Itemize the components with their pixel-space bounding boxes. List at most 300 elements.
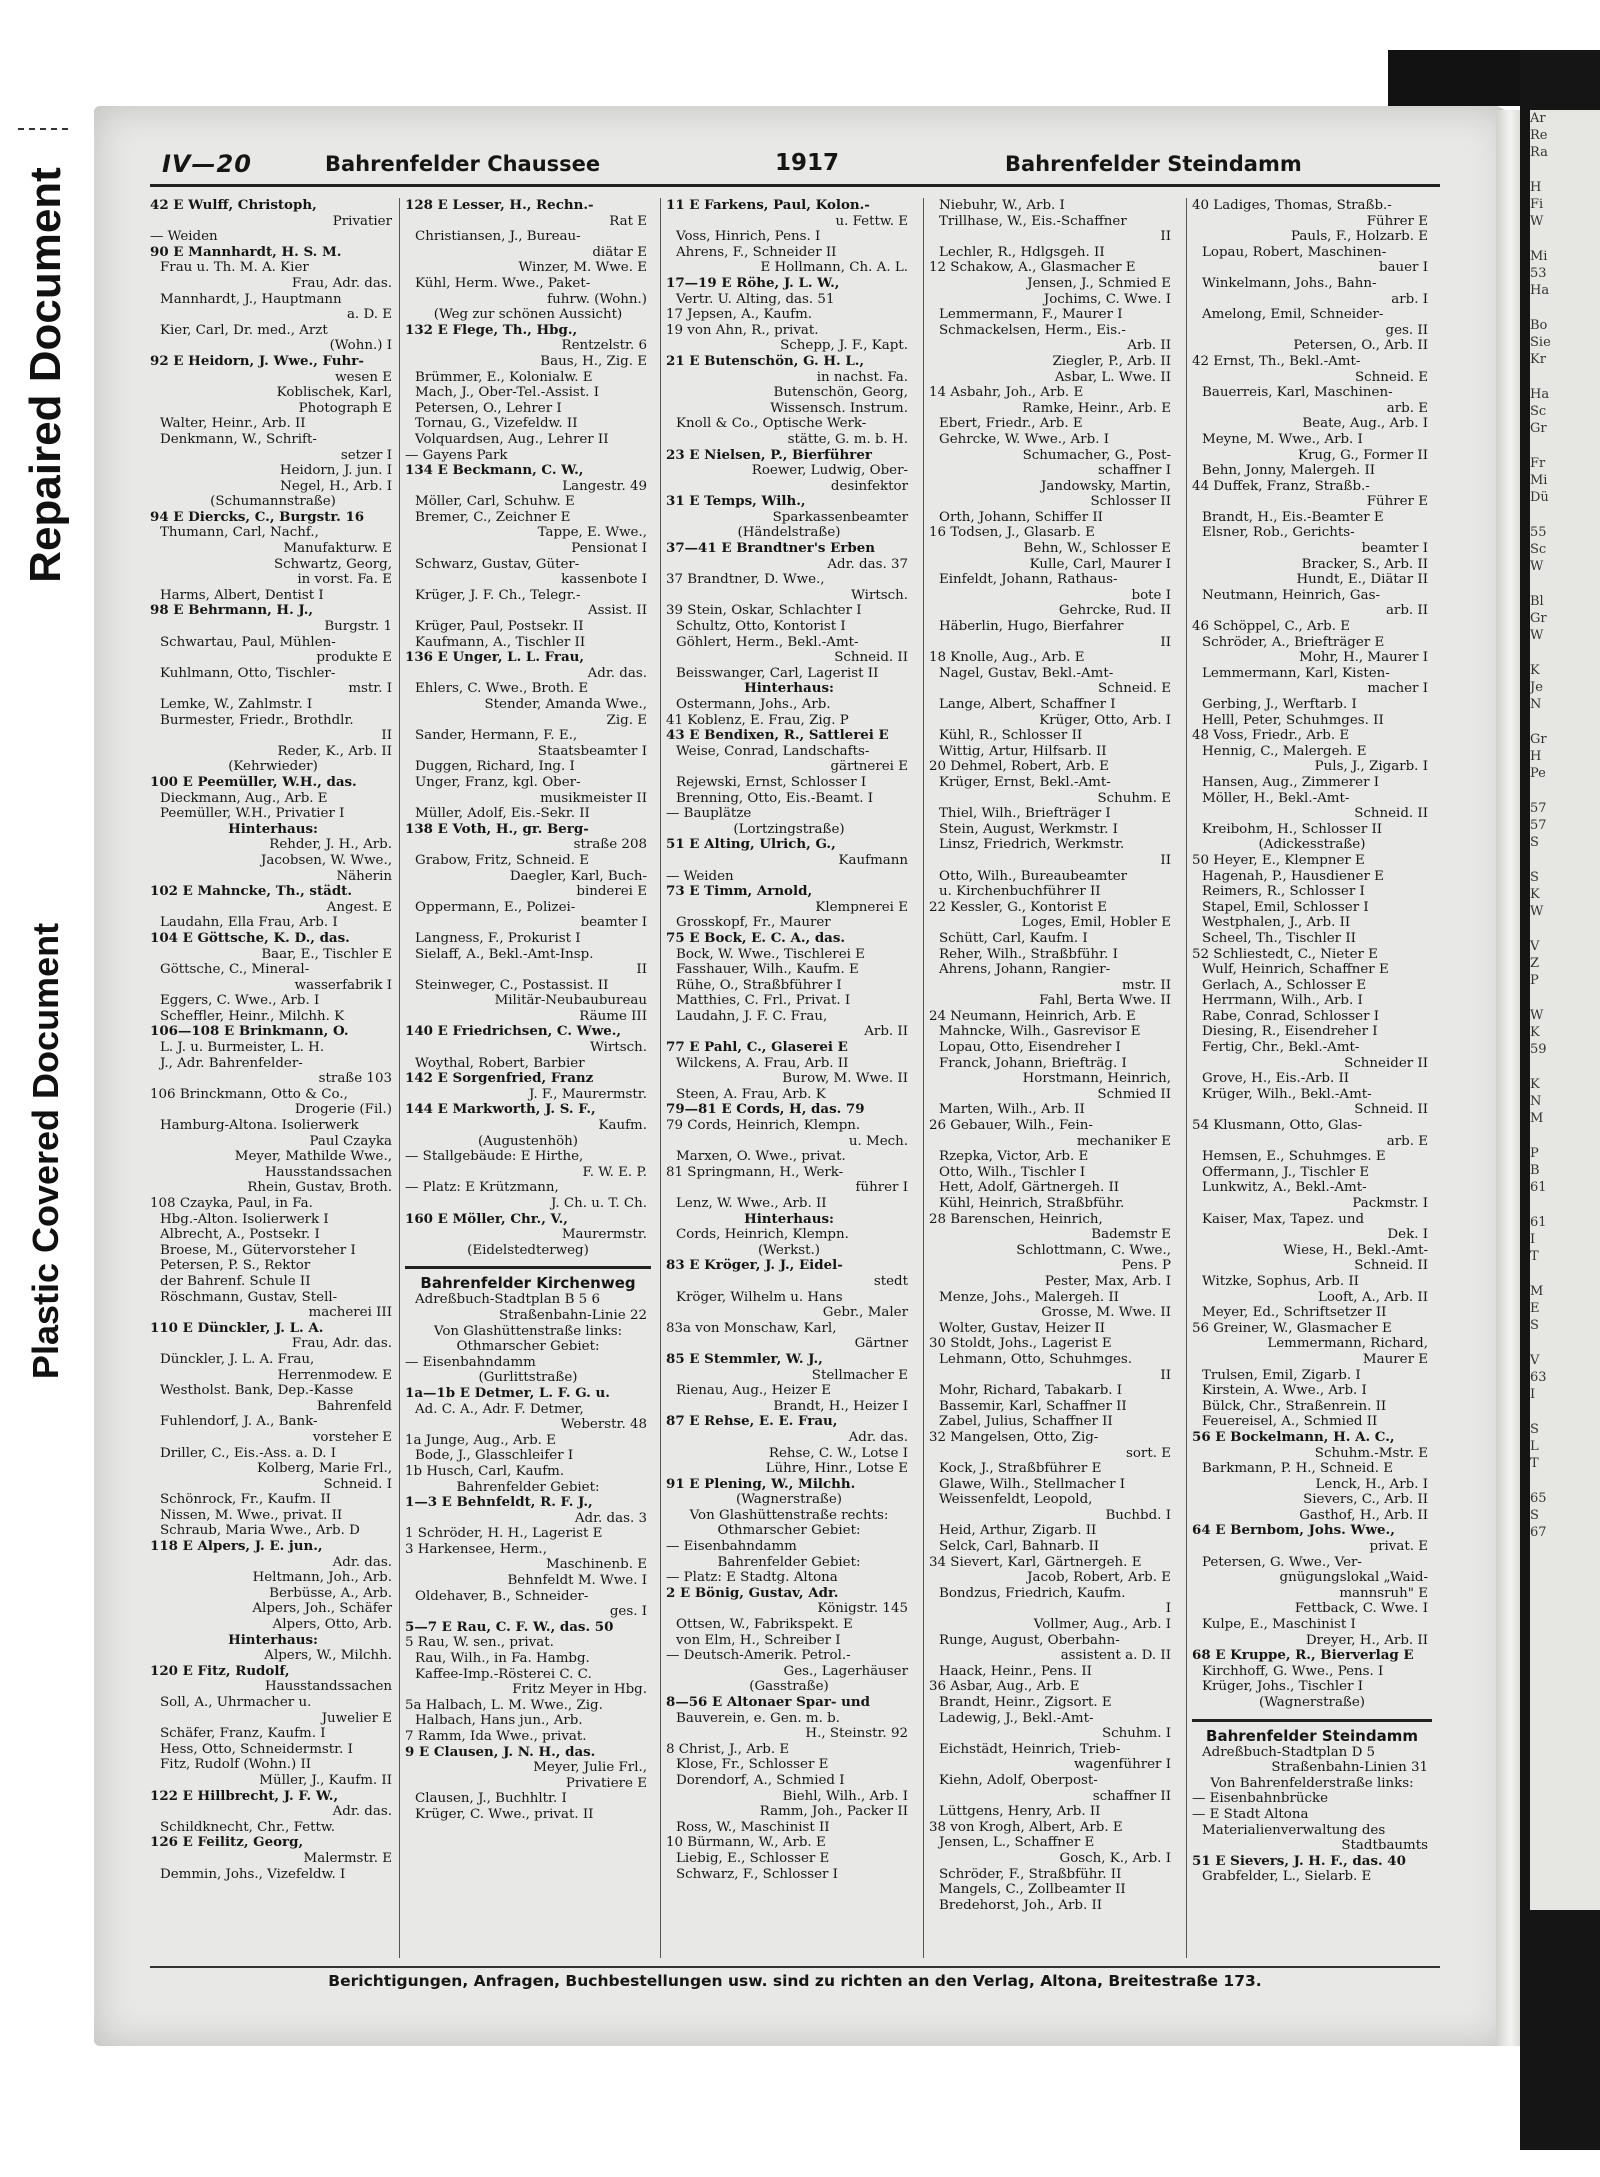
next-page-fragment-line: Ha [1530, 387, 1550, 402]
directory-line: Fahl, Berta Wwe. II [1039, 993, 1171, 1009]
directory-line: der Bahrenf. Schule II [160, 1273, 311, 1289]
directory-column-3 [660, 198, 912, 1958]
next-page-fragment-line: Ra [1530, 145, 1548, 160]
directory-line: Kock, J., Straßbführer E [939, 1461, 1102, 1477]
directory-line: Adreßbuch-Stadtplan D 5 [1202, 1744, 1376, 1760]
directory-line: Gärtner [854, 1336, 908, 1352]
directory-line: II [381, 728, 392, 744]
directory-line: Schuhm. E [1097, 790, 1171, 806]
directory-line: 68 E Kruppe, R., Bierverlag E [1192, 1648, 1414, 1664]
directory-line: Othmarscher Gebiet: [456, 1339, 600, 1355]
directory-line: Behn, Jonny, Malergeh. II [1202, 463, 1376, 479]
next-page-fragment-line: 65 [1530, 1491, 1547, 1506]
directory-line: Juwelier E [321, 1710, 392, 1726]
directory-line: Kreibohm, H., Schlosser II [1202, 821, 1383, 837]
directory-line: 75 E Bock, E. C. A., das. [666, 930, 846, 946]
directory-line: Niebuhr, W., Arb. I [939, 198, 1065, 213]
directory-line: Brenning, Otto, Eis.-Beamt. I [676, 790, 874, 806]
directory-line: 51 E Sievers, J. H. F., das. 40 [1192, 1853, 1406, 1869]
directory-line: Dünckler, J. L. A. Frau, [160, 1351, 315, 1367]
directory-line: Meyer, Mathilde Wwe., [234, 1149, 392, 1165]
directory-line: Alpers, W., Milchh. [264, 1648, 392, 1664]
next-page-fragment-line: P [1530, 973, 1539, 988]
directory-line: Arb. II [864, 1024, 908, 1040]
directory-line: Steinweger, C., Postassist. II [415, 977, 609, 993]
directory-line: Lopau, Otto, Eisendreher I [939, 1040, 1121, 1056]
directory-line: Kaufm. [598, 1118, 647, 1134]
directory-line: (Weg zur schönen Aussicht) [433, 307, 623, 323]
directory-line: Meyer, Ed., Schriftsetzer II [1202, 1305, 1387, 1321]
next-page-fragment-line: 57 [1530, 801, 1547, 816]
next-page-fragment-line: K [1530, 887, 1540, 902]
directory-line: Gebr., Maler [822, 1305, 908, 1321]
directory-line: 132 E Flege, Th., Hbg., [405, 322, 578, 338]
directory-line: Beate, Aug., Arb. I [1302, 416, 1428, 432]
directory-line: I [1165, 1601, 1171, 1617]
directory-line: 118 E Alpers, J. E. jun., [150, 1539, 323, 1555]
directory-line: 14 Asbahr, Joh., Arb. E [929, 385, 1084, 401]
directory-line: Soll, A., Uhrmacher u. [160, 1695, 312, 1710]
directory-line: 31 E Temps, Wilh., [666, 494, 806, 510]
directory-line: Dorendorf, A., Schmied I [676, 1772, 845, 1788]
repaired-document-label: Repaired Document [21, 167, 70, 583]
directory-line: Mangels, C., Zollbeamter II [939, 1882, 1126, 1898]
directory-line: Schepp, J. F., Kapt. [780, 338, 908, 354]
directory-line: in vorst. Fa. E [297, 572, 392, 588]
directory-line: Petersen, P. S., Rektor [160, 1258, 311, 1274]
directory-line: Ramke, Heinr., Arb. E [1022, 400, 1171, 416]
directory-line: Fuhlendorf, J. A., Bank- [160, 1414, 318, 1430]
directory-line: Staatsbeamter I [537, 743, 647, 759]
next-page-fragment-line: H [1530, 180, 1542, 195]
directory-line: macherei III [308, 1305, 392, 1321]
directory-line: Franck, Johann, Briefträg. I [939, 1055, 1127, 1071]
directory-line: J., Adr. Bahrenfelder- [160, 1055, 303, 1071]
directory-line: Rat E [609, 213, 647, 229]
strip-dash-rule [18, 128, 68, 134]
directory-line: Ostermann, Johs., Arb. [676, 697, 831, 712]
directory-line: Wittig, Artur, Hilfsarb. II [939, 743, 1107, 759]
directory-line: desinfektor [830, 478, 908, 494]
header-year: 1917 [775, 150, 840, 176]
directory-line: Behn, W., Schlosser E [1023, 541, 1171, 557]
directory-line: Lemmermann, F., Maurer I [939, 307, 1123, 323]
directory-line: Behnfeldt M. Wwe. I [507, 1573, 647, 1589]
directory-line: 83a von Monschaw, Karl, [666, 1320, 837, 1336]
directory-line: (Adickesstraße) [1258, 837, 1366, 853]
directory-line: Peemüller, W.H., Privatier I [160, 806, 345, 822]
directory-line: II [1160, 634, 1171, 650]
next-page-fragment-line: T [1530, 1456, 1539, 1471]
directory-line: 16 Todsen, J., Glasarb. E [929, 525, 1095, 541]
next-page-fragment-line: W [1530, 628, 1544, 643]
directory-line: Laudahn, J. F. C. Frau, [676, 1008, 828, 1024]
directory-line: Materialienverwaltung des [1202, 1822, 1386, 1838]
directory-line: Schuhm.-Mstr. E [1314, 1445, 1428, 1461]
directory-line: Schneid. E [1355, 369, 1428, 385]
directory-line: 90 E Mannhardt, H. S. M. [150, 244, 342, 260]
directory-line: Harms, Albert, Dentist I [160, 587, 324, 603]
next-page-fragment-line: V [1530, 939, 1540, 954]
directory-line: Lenck, H., Arb. I [1315, 1476, 1428, 1492]
directory-line: Stapel, Emil, Schlosser I [1202, 899, 1369, 915]
directory-line: Helll, Peter, Schuhmges. II [1202, 712, 1384, 728]
directory-line: Hundt, E., Diätar II [1296, 572, 1428, 588]
directory-line: Cords, Heinrich, Klempn. [676, 1227, 849, 1243]
next-page-fragment-line: S [1530, 1508, 1539, 1523]
directory-line: Voss, Hinrich, Pens. I [676, 229, 821, 245]
next-page-fragment-line: S [1530, 870, 1539, 885]
directory-line: straße 208 [573, 837, 647, 853]
directory-line: Krüger, Ernst, Bekl.-Amt- [939, 774, 1111, 790]
directory-line: Rühe, O., Straßbführer I [676, 977, 842, 993]
directory-line: 19 von Ahn, R., privat. [666, 322, 819, 338]
directory-line: Zabel, Julius, Schaffner II [939, 1414, 1113, 1430]
directory-line: Herrenmodew. E [277, 1367, 392, 1383]
directory-line: Dieckmann, Aug., Arb. E [160, 790, 328, 806]
directory-line: 8 Christ, J., Arb. E [666, 1741, 790, 1757]
directory-line: Gerbing, J., Werftarb. I [1202, 697, 1357, 712]
next-page-fragment-line: Sc [1530, 404, 1547, 419]
directory-line: Schildknecht, Chr., Fettw. [160, 1819, 336, 1835]
directory-line: 39 Stein, Oskar, Schlachter I [666, 603, 862, 619]
directory-line: Stein, August, Werkmstr. I [939, 821, 1118, 837]
directory-line: Mannhardt, J., Hauptmann [160, 291, 342, 307]
directory-line: binderei E [576, 884, 647, 900]
directory-line: Assist. II [587, 603, 647, 619]
page-footer: Berichtigungen, Anfragen, Buchbestellungen usw. sind zu richten an den Verlag, Altona, Breitestraße 173. [150, 1966, 1440, 1990]
directory-line: Führer E [1366, 213, 1428, 229]
directory-line: Bondzus, Friedrich, Kaufm. [939, 1585, 1126, 1601]
directory-line: Kulpe, E., Maschinist I [1202, 1617, 1356, 1633]
directory-line: Lenz, W. Wwe., Arb. II [676, 1196, 827, 1211]
directory-line: Hbg.-Alton. Isolierwerk I [160, 1211, 329, 1227]
directory-line: Rau, Wilh., in Fa. Hambg. [415, 1651, 590, 1667]
directory-line: u. Kirchenbuchführer II [939, 884, 1101, 900]
directory-line: Pens. P [1121, 1258, 1171, 1274]
directory-line: 46 Schöppel, C., Arb. E [1192, 619, 1350, 635]
directory-line: Adr. das. [587, 665, 647, 681]
directory-line: Straßenbahn-Linien 31 [1271, 1760, 1428, 1776]
directory-line: Langestr. 49 [562, 478, 647, 494]
directory-line: kassenbote I [561, 572, 647, 588]
directory-line: 79 Cords, Heinrich, Klempn. [666, 1118, 861, 1134]
directory-line: Stender, Amanda Wwe., [484, 697, 647, 712]
next-page-fragment-line: L [1530, 1439, 1539, 1454]
directory-line: Göttsche, C., Mineral- [160, 962, 310, 978]
directory-line: Biehl, Wilh., Arb. I [782, 1788, 908, 1804]
directory-line: Schröder, A., Briefträger E [1202, 634, 1385, 650]
directory-line: 85 E Stemmler, W. J., [666, 1351, 823, 1367]
directory-line: Petersen, O., Lehrer I [415, 400, 562, 416]
directory-line: Reder, K., Arb. II [277, 743, 392, 759]
directory-line: Loges, Emil, Hobler E [1021, 915, 1171, 931]
directory-line: Bode, J., Glasschleifer I [415, 1448, 574, 1464]
next-page-fragment-line: Gr [1530, 611, 1547, 626]
directory-line: E Hollmann, Ch. A. L. [760, 260, 908, 276]
directory-line: Ramm, Joh., Packer II [759, 1804, 908, 1820]
directory-line: Schneider II [1344, 1055, 1428, 1071]
directory-line: Menze, Johs., Malergeh. II [939, 1289, 1119, 1305]
directory-line: Laudahn, Ella Frau, Arb. I [160, 915, 338, 931]
directory-line: II [636, 962, 647, 978]
directory-line: Langness, F., Prokurist I [415, 930, 581, 946]
directory-line: Alpers, Otto, Arb. [272, 1617, 392, 1633]
directory-line: Adr. das. 3 [574, 1510, 647, 1526]
directory-line: Marten, Wilh., Arb. II [939, 1102, 1085, 1118]
directory-line: von Elm, H., Schreiber I [676, 1632, 841, 1648]
directory-line: Dreyer, H., Arb. II [1305, 1632, 1428, 1648]
directory-line: vorsteher E [312, 1429, 392, 1445]
directory-line: bote I [1131, 587, 1171, 603]
header-right-street: Bahrenfelder Steindamm [1005, 152, 1302, 176]
directory-line: — Deutsch-Amerik. Petrol.- [666, 1648, 851, 1664]
directory-line: Mahncke, Wilh., Gasrevisor E [939, 1024, 1141, 1040]
directory-line: Westphalen, J., Arb. II [1202, 915, 1351, 931]
directory-line: Demmin, Johs., Vizefeldw. I [160, 1866, 346, 1882]
directory-line: (Wagnerstraße) [1258, 1695, 1366, 1710]
directory-line: Ges., Lagerhäuser [783, 1663, 908, 1679]
directory-line: 144 E Markworth, J. S. F., [405, 1102, 596, 1118]
directory-line: Brandt, H., Heizer I [773, 1398, 908, 1414]
directory-line: Oppermann, E., Polizei- [415, 899, 576, 915]
next-page-fragment-line: V [1530, 1353, 1540, 1368]
directory-line: Adreßbuch-Stadtplan B 5 6 [415, 1292, 600, 1308]
directory-line: J. F., Maurermstr. [529, 1086, 647, 1102]
directory-line: Christiansen, J., Bureau- [415, 229, 581, 245]
next-page-fragment-line: Pe [1530, 766, 1546, 781]
directory-line: Stadtbaumts [1341, 1838, 1428, 1854]
next-page-fragment-line: K [1530, 1025, 1540, 1040]
directory-line: Von Glashüttenstraße links: [433, 1323, 623, 1339]
directory-line: Adr. das. [848, 1429, 908, 1445]
directory-line: Hausstandssachen [265, 1679, 392, 1695]
directory-line: Diesing, R., Eisendreher I [1202, 1024, 1378, 1040]
directory-line: sort. E [1125, 1445, 1171, 1461]
directory-line: Fritz Meyer in Hbg. [512, 1682, 647, 1698]
directory-line: Schönrock, Fr., Kaufm. II [160, 1492, 331, 1508]
directory-line: Adr. das. [332, 1804, 392, 1820]
directory-line: wagenführer I [1073, 1757, 1171, 1773]
directory-line: (Gasstraße) [749, 1679, 829, 1695]
directory-line: Alpers, Joh., Schäfer [252, 1601, 392, 1617]
next-page-fragment-line: Z [1530, 956, 1540, 971]
directory-line: 42 E Wulff, Christoph, [150, 198, 317, 213]
next-page-fragment-line: Kr [1530, 352, 1546, 367]
directory-line: 34 Sievert, Karl, Gärtnergeh. E [929, 1554, 1142, 1570]
directory-line: Herrmann, Wilh., Arb. I [1202, 993, 1363, 1009]
next-page-fragment-line: W [1530, 904, 1544, 919]
directory-line: Wirtsch. [851, 587, 908, 603]
directory-line: fuhrw. (Wohn.) [547, 291, 647, 307]
directory-line: Kühl, R., Schlosser II [939, 728, 1083, 744]
directory-line: 77 E Pahl, C., Glaserei E [666, 1040, 848, 1056]
directory-line: 1 Schröder, H. H., Lagerist E [405, 1526, 603, 1542]
directory-line: Horstmann, Heinrich, [1022, 1071, 1171, 1087]
directory-line: Sievers, C., Arb. II [1303, 1492, 1428, 1508]
directory-line: Oldehaver, B., Schneider- [415, 1588, 589, 1604]
directory-column-1 [150, 198, 396, 1958]
directory-line: wesen E [335, 369, 392, 385]
directory-line: Wiese, H., Bekl.-Amt- [1283, 1242, 1428, 1258]
directory-line: Scheffler, Heinr., Milchh. K [160, 1008, 345, 1024]
directory-line: Fertig, Chr., Bekl.-Amt- [1202, 1040, 1360, 1056]
directory-line: Angest. E [326, 899, 392, 915]
next-page-fragment-line: Gr [1530, 421, 1547, 436]
directory-line: Heltmann, Joh., Arb. [252, 1570, 392, 1586]
directory-column-4 [923, 198, 1175, 1958]
directory-line: Woythal, Robert, Barbier [415, 1055, 585, 1071]
directory-line: 42 Ernst, Th., Bekl.-Amt- [1192, 353, 1361, 369]
directory-line: Eggers, C. Wwe., Arb. I [160, 993, 320, 1009]
directory-line: Ad. C. A., Adr. F. Detmer, [415, 1401, 584, 1417]
directory-line: Beisswanger, Carl, Lagerist II [676, 665, 879, 681]
directory-line: Schumacher, G., Post- [1022, 447, 1171, 463]
directory-line: Lehmann, Otto, Schuhmges. [939, 1351, 1133, 1367]
directory-line: Militär-Neubaubureau [494, 993, 647, 1009]
directory-line: 41 Koblenz, E. Frau, Zig. P [666, 712, 849, 728]
plastic-covered-label: Plastic Covered Document [25, 922, 66, 1380]
directory-line: Photograph E [298, 400, 392, 416]
next-page-fragment-line: S [1530, 1318, 1539, 1333]
directory-line: Schäfer, Franz, Kaufm. I [160, 1726, 326, 1742]
directory-line: 50 Heyer, E., Klempner E [1192, 852, 1365, 868]
directory-line: (Wagnerstraße) [735, 1492, 843, 1508]
directory-line: J. Ch. u. T. Ch. [551, 1196, 647, 1211]
directory-line: Rentzelstr. 6 [561, 338, 647, 354]
directory-line: Amelong, Emil, Schneider- [1202, 307, 1384, 323]
directory-line: Gerlach, A., Schlosser E [1202, 977, 1367, 993]
directory-line: Broese, M., Gütervorsteher I [160, 1242, 356, 1258]
directory-line: Negel, H., Arb. I [280, 478, 392, 494]
directory-line: beamter I [1361, 541, 1428, 557]
directory-line: wasserfabrik I [294, 977, 392, 993]
next-page-fragment-line: W [1530, 1008, 1544, 1023]
directory-line: Bracker, S., Arb. II [1301, 556, 1428, 572]
directory-line: Müller, J., Kaufm. II [259, 1772, 392, 1788]
directory-line: Liebig, E., Schlosser E [676, 1850, 830, 1866]
directory-line: 8—56 E Altonaer Spar- und [666, 1695, 870, 1710]
directory-line: Fettback, C. Wwe. I [1294, 1601, 1428, 1617]
archive-side-strip [0, 0, 92, 2177]
directory-line: Krüger, Johs., Tischler I [1202, 1679, 1364, 1695]
directory-line: Walter, Heinr., Arb. II [160, 416, 306, 432]
directory-line: Lechler, R., Hdlgsgeh. II [939, 244, 1105, 260]
directory-line: Krug, G., Former II [1298, 447, 1428, 463]
directory-line: gnügungslokal „Waid- [1279, 1570, 1428, 1586]
directory-line: Drogerie (Fil.) [294, 1102, 392, 1118]
directory-line: Matthies, C. Frl., Privat. I [676, 993, 851, 1009]
directory-line: Daegler, Karl, Buch- [509, 868, 647, 884]
directory-line: Kulle, Carl, Maurer I [1029, 556, 1171, 572]
directory-line: Fasshauer, Wilh., Kaufm. E [676, 962, 859, 978]
directory-line: 98 E Behrmann, H. J., [150, 603, 314, 619]
directory-line: Denkmann, W., Schrift- [160, 431, 317, 447]
directory-line: 43 E Bendixen, R., Sattlerei E [666, 728, 889, 744]
directory-line: 100 E Peemüller, W.H., das. [150, 774, 357, 790]
next-page-fragment-line: Bo [1530, 318, 1548, 333]
directory-line: Müller, Adolf, Eis.-Sekr. II [415, 806, 590, 822]
directory-line: Thumann, Carl, Nachf., [160, 525, 319, 541]
directory-line: Bülck, Chr., Straßenrein. II [1202, 1398, 1387, 1414]
directory-line: Vertr. U. Alting, das. 51 [676, 291, 835, 307]
directory-line: Adr. das. [332, 1554, 392, 1570]
directory-line: Weise, Conrad, Landschafts- [676, 743, 870, 759]
directory-line: 126 E Feilitz, Georg, [150, 1835, 304, 1851]
next-page-fragment-line: Re [1530, 128, 1548, 143]
directory-line: Kaffee-Imp.-Rösterei C. C. [415, 1666, 592, 1682]
directory-line: Hinterhaus: [744, 681, 834, 697]
directory-line: 92 E Heidorn, J. Wwe., Fuhr- [150, 353, 364, 369]
directory-line: Bademstr E [1091, 1227, 1171, 1243]
directory-line: (Kehrwieder) [228, 759, 318, 775]
directory-line: 87 E Rehse, E. E. Frau, [666, 1414, 838, 1430]
next-page-fragment-line: Sc [1530, 542, 1547, 557]
directory-line: 24 Neumann, Heinrich, Arb. E [929, 1008, 1136, 1024]
directory-line: Bredehorst, Joh., Arb. II [939, 1897, 1103, 1913]
directory-line: Stellmacher E [811, 1367, 908, 1383]
directory-line: Hemsen, E., Schuhmges. E [1202, 1149, 1386, 1165]
directory-line: Ehlers, C. Wwe., Broth. E [415, 681, 589, 697]
directory-line: Möller, Carl, Schuhw. E [415, 494, 575, 510]
directory-line: Kier, Carl, Dr. med., Arzt [160, 322, 328, 338]
directory-line: u. Fettw. E [835, 213, 908, 229]
directory-line: Sparkassenbeamter [772, 509, 908, 525]
directory-line: Hamburg-Altona. Isolierwerk [160, 1118, 359, 1134]
next-page-fragment-line: Ha [1530, 283, 1550, 298]
directory-line: Gasthof, H., Arb. II [1299, 1507, 1428, 1523]
directory-line: führer I [855, 1180, 908, 1196]
directory-line: Schwarz, Gustav, Güter- [415, 556, 580, 572]
directory-line: Schuhm. I [1101, 1726, 1171, 1742]
directory-line: Halbach, Hans jun., Arb. [415, 1713, 583, 1729]
directory-line: Bauerreis, Karl, Maschinen- [1202, 385, 1393, 401]
directory-line: — Platz: E Krützmann, [405, 1180, 559, 1196]
directory-line: Ahrens, Johann, Rangier- [939, 962, 1111, 978]
directory-line: Tappe, E. Wwe., [537, 525, 647, 541]
directory-line: Kaiser, Max, Tapez. und [1202, 1211, 1365, 1227]
directory-line: Mohr, Richard, Tabakarb. I [939, 1383, 1123, 1399]
directory-line: II [1160, 1367, 1171, 1383]
next-page-fragment-line: T [1530, 1249, 1539, 1264]
directory-line: 37—41 E Brandtner's Erben [666, 541, 876, 557]
next-page-fragment-line: 59 [1530, 1042, 1547, 1057]
street-section-heading: Bahrenfelder Kirchenweg [405, 1266, 651, 1292]
directory-line: Kröger, Wilhelm u. Hans [676, 1289, 843, 1305]
directory-line: Schmied II [1097, 1086, 1171, 1102]
street-section-heading: Bahrenfelder Steindamm [1192, 1719, 1432, 1745]
directory-line: Gosch, K., Arb. I [1059, 1850, 1171, 1866]
directory-line: Näherin [336, 868, 392, 884]
directory-line: 10 Bürmann, W., Arb. E [666, 1835, 826, 1851]
directory-line: Maurer E [1362, 1351, 1428, 1367]
directory-line: Wilckens, A. Frau, Arb. II [676, 1055, 849, 1071]
directory-line: 26 Gebauer, Wilh., Fein- [929, 1118, 1093, 1134]
directory-line: produkte E [316, 650, 392, 666]
directory-line: Wissensch. Instrum. [770, 400, 908, 416]
directory-line: macher I [1367, 681, 1428, 697]
directory-line: (Schumannstraße) [210, 494, 336, 510]
directory-line: Otto, Wilh., Bureaubeamter [939, 868, 1128, 884]
directory-line: Lange, Albert, Schaffner I [939, 697, 1116, 712]
directory-line: 1—3 E Behnfeldt, R. F. J., [405, 1495, 593, 1511]
directory-line: Marxen, O. Wwe., privat. [676, 1149, 846, 1165]
directory-line: Privatier [332, 213, 392, 229]
directory-line: Sielaff, A., Bekl.-Amt-Insp. [415, 946, 594, 962]
directory-line: Winkelmann, Johs., Bahn- [1202, 275, 1377, 291]
directory-line: Schwartau, Paul, Mühlen- [160, 634, 336, 650]
directory-line: Selck, Carl, Bahnarb. II [939, 1539, 1100, 1555]
